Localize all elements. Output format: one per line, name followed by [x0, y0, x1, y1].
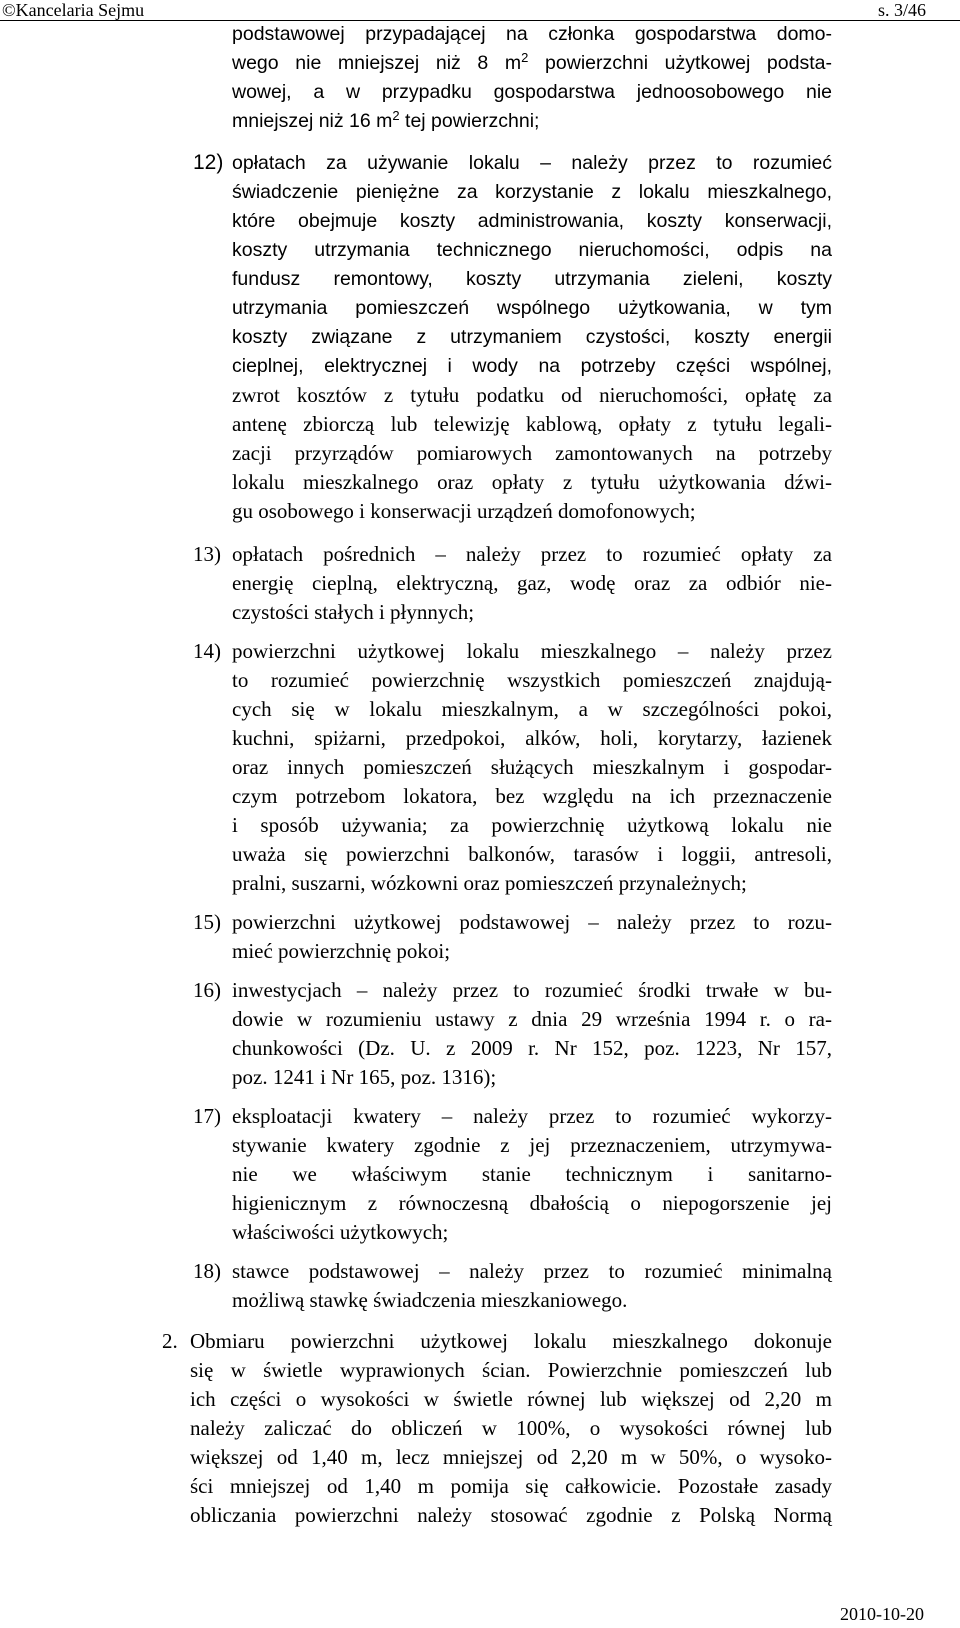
- text-line: to rozumieć powierzchnię wszystkich pomieszczeń znajdują-: [232, 668, 832, 692]
- item-number: 13): [193, 542, 221, 566]
- text-line: cieplnej, elektrycznej i wody na potrzeby części wspólnej,: [232, 355, 832, 377]
- text-line: Obmiaru powierzchni użytkowej lokalu mieszkalnego dokonuje: [190, 1329, 832, 1353]
- item-number: 16): [193, 978, 221, 1002]
- text-line: [232, 50, 832, 76]
- text-line: fundusz remontowy, koszty utrzymania zieleni, koszty: [232, 268, 832, 290]
- text-fragment: tej powierzchni;: [399, 110, 540, 132]
- section-number: 2.: [162, 1329, 178, 1353]
- text-line: mieć powierzchnię pokoi;: [232, 939, 451, 963]
- text-line: czym potrzebom lokatora, bez względu na ich przeznaczenie: [232, 784, 832, 808]
- text-line: opłatach pośrednich – należy przez to rozumieć opłaty za: [232, 542, 832, 566]
- text-fragment: powierzchni użytkowej podsta-: [528, 52, 832, 74]
- text-line: ści mniejszej od 1,40 m pomija się całkowicie. Pozostałe zasady: [190, 1474, 832, 1498]
- text-line: się w świetle wyprawionych ścian. Powierzchnie pomieszczeń lub: [190, 1358, 832, 1382]
- text-line: koszty związane z utrzymaniem czystości, koszty energii: [232, 326, 832, 348]
- copyright-source: ©Kancelaria Sejmu: [2, 0, 145, 20]
- page-number: s. 3/46: [878, 0, 927, 20]
- text-line: uważa się powierzchni balkonów, tarasów i loggii, antresoli,: [232, 842, 832, 866]
- text-line: [232, 108, 539, 134]
- text-line: dowie w rozumieniu ustawy z dnia 29 września 1994 r. o ra-: [232, 1007, 832, 1031]
- text-line: powierzchni użytkowej podstawowej – należy przez to rozu-: [232, 910, 832, 934]
- text-line: większej od 1,40 m, lecz mniejszej od 2,20 m w 50%, o wysoko-: [190, 1445, 832, 1469]
- text-line: antenę zbiorczą lub telewizję kablową, opłaty z tytułu legali-: [232, 412, 832, 436]
- text-line: oraz innych pomieszczeń służących mieszkalnym i gospodar-: [232, 755, 832, 779]
- superscript-2: 2: [392, 108, 400, 123]
- text-line: pralni, suszarni, wózkowni oraz pomieszczeń przynależnych;: [232, 871, 747, 895]
- text-line: należy zaliczać do obliczeń w 100%, o wysokości równej lub: [190, 1416, 832, 1440]
- item-number: 14): [193, 639, 221, 663]
- text-line: eksploatacji kwatery – należy przez to rozumieć wykorzy-: [232, 1104, 832, 1128]
- item-number: 15): [193, 910, 221, 934]
- text-line: energię cieplną, elektryczną, gaz, wodę oraz za odbiór nie-: [232, 571, 832, 595]
- text-line: stywanie kwatery zgodnie z jej przeznaczeniem, utrzymywa-: [232, 1133, 832, 1157]
- page-header: [0, 0, 960, 22]
- text-line: nie we właściwym stanie technicznym i sanitarno-: [232, 1162, 832, 1186]
- superscript-2: 2: [521, 50, 529, 65]
- text-line: możliwą stawkę świadczenia mieszkaniowego.: [232, 1288, 628, 1312]
- text-line: gu osobowego i konserwacji urządzeń domofonowych;: [232, 499, 696, 523]
- text-line: które obejmuje koszty administrowania, koszty konserwacji,: [232, 210, 832, 232]
- text-line: stawce podstawowej – należy przez to rozumieć minimalną: [232, 1259, 832, 1283]
- text-line: ich części o wysokości w świetle równej lub większej od 2,20 m: [190, 1387, 832, 1411]
- text-line: podstawowej przypadającej na członka gospodarstwa domo-: [232, 23, 832, 45]
- text-line: utrzymania pomieszczeń wspólnego użytkowania, w tym: [232, 297, 832, 319]
- text-fragment: mniejszej niż 16 m: [232, 110, 393, 132]
- item-number: 12): [193, 151, 224, 174]
- text-line: świadczenie pieniężne za korzystanie z lokalu mieszkalnego,: [232, 181, 832, 203]
- text-line: zwrot kosztów z tytułu podatku od nieruchomości, opłatę za: [232, 383, 832, 407]
- text-line: inwestycjach – należy przez to rozumieć środki trwałe w bu-: [232, 978, 832, 1002]
- text-line: poz. 1241 i Nr 165, poz. 1316);: [232, 1065, 497, 1089]
- text-line: higienicznym z równoczesną dbałością o niepogorszenie jej: [232, 1191, 832, 1215]
- item-number: 18): [193, 1259, 221, 1283]
- text-line: lokalu mieszkalnego oraz opłaty z tytułu użytkowania dźwi-: [232, 470, 832, 494]
- text-line: właściwości użytkowych;: [232, 1220, 449, 1244]
- text-line: wowej, a w przypadku gospodarstwa jednoosobowego nie: [232, 81, 832, 103]
- text-line: opłatach za używanie lokalu – należy przez to rozumieć: [232, 152, 832, 174]
- text-line: koszty utrzymania technicznego nieruchomości, odpis na: [232, 239, 832, 261]
- text-line: chunkowości (Dz. U. z 2009 r. Nr 152, poz. 1223, Nr 157,: [232, 1036, 832, 1060]
- text-line: zacji przyrządów pomiarowych zamontowanych na potrzeby: [232, 441, 832, 465]
- footer-date: 2010-10-20: [840, 1604, 924, 1624]
- text-line: kuchni, spiżarni, przedpokoi, alków, holi, korytarzy, łazienek: [232, 726, 832, 750]
- text-line: powierzchni użytkowej lokalu mieszkalnego – należy przez: [232, 639, 832, 663]
- item-number: 17): [193, 1104, 221, 1128]
- text-line: czystości stałych i płynnych;: [232, 600, 475, 624]
- text-line: obliczania powierzchni należy stosować zgodnie z Polską Normą: [190, 1503, 832, 1527]
- text-line: cych się w lokalu mieszkalnym, a w szczególności pokoi,: [232, 697, 832, 721]
- text-fragment: wego nie mniejszej niż 8 m: [232, 52, 522, 74]
- text-line: i sposób używania; za powierzchnię użytkową lokalu nie: [232, 813, 832, 837]
